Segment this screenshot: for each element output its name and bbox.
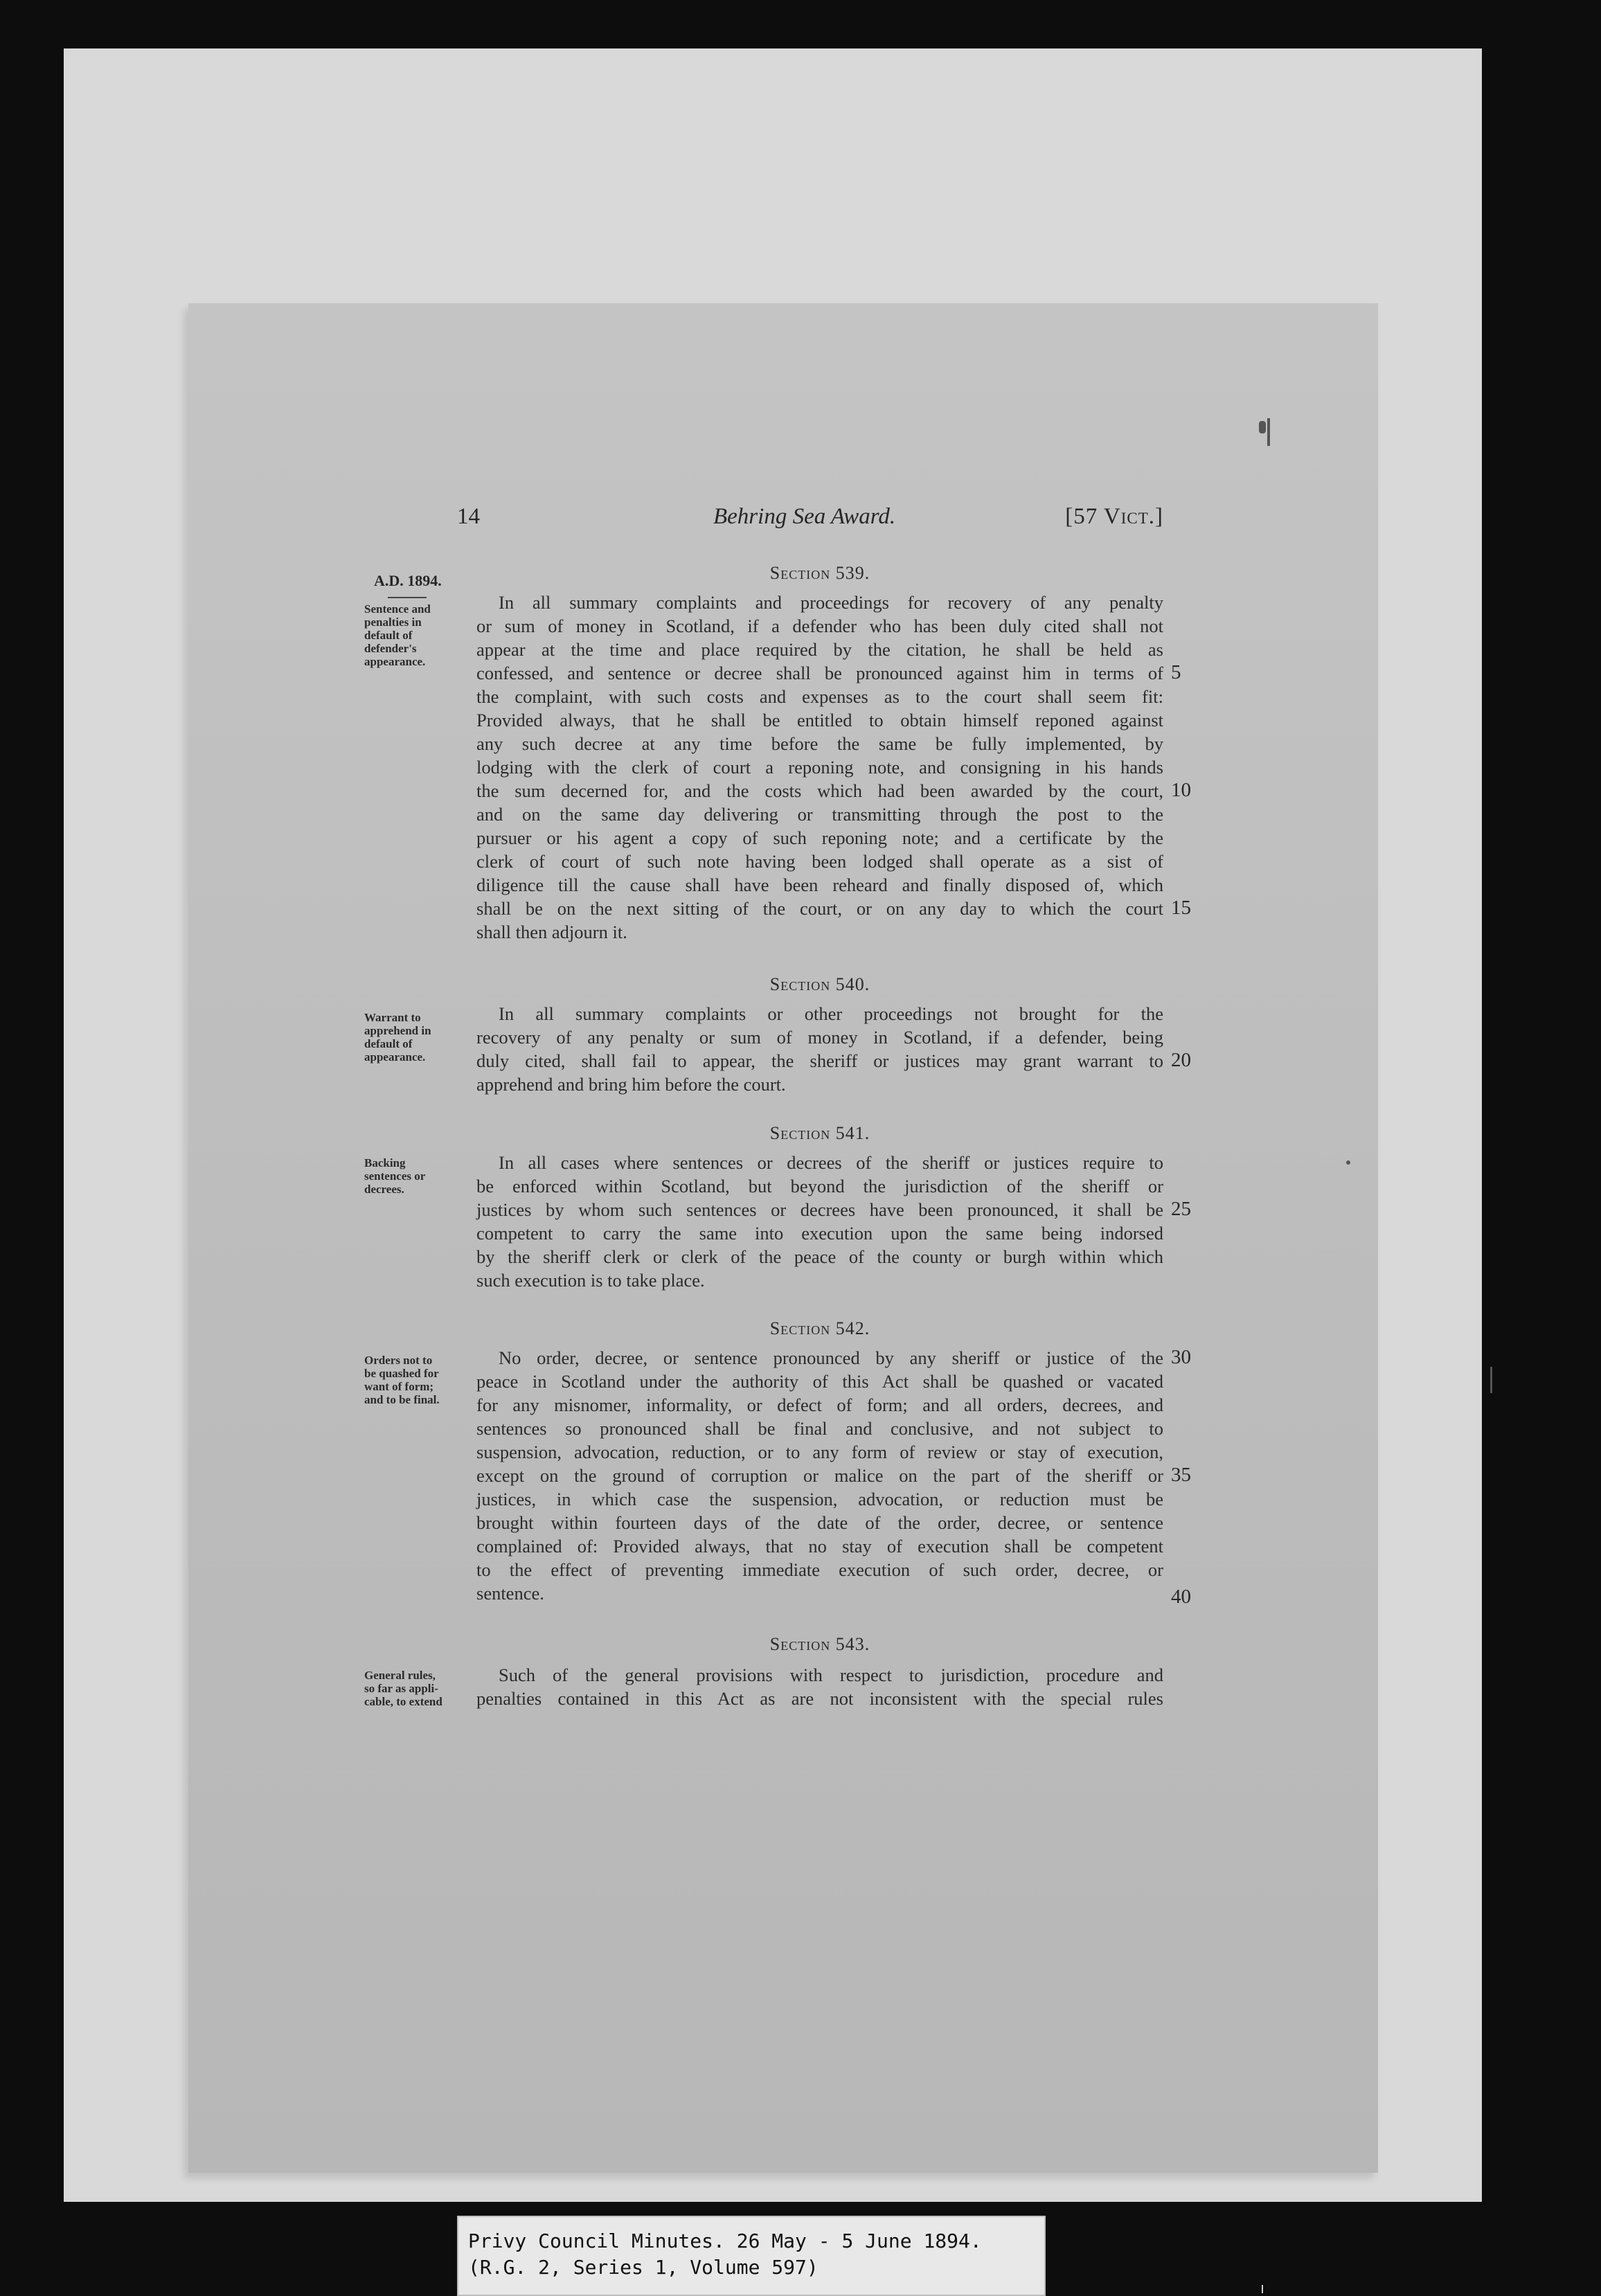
text-line: or sum of money in Scotland, if a defender who has been duly cited shall not bbox=[476, 616, 1163, 636]
page-header bbox=[270, 504, 1163, 539]
text-line: In all cases where sentences or decrees of the sheriff or justices require to bbox=[499, 1152, 1163, 1173]
text-line: sentence. bbox=[476, 1583, 544, 1604]
section-heading-543: Section 543. bbox=[769, 1634, 870, 1654]
text-line: No order, decree, or sentence pronounced by any sheriff or justice of the bbox=[499, 1347, 1163, 1368]
text-line: In all summary complaints or other proceedings not brought for the bbox=[499, 1003, 1163, 1024]
paper-blemish bbox=[1490, 1367, 1492, 1393]
text-line: duly cited, shall fail to appear, the sheriff or justices may grant warrant to bbox=[476, 1050, 1163, 1071]
margin-note-541: Backing sentences or decrees. bbox=[364, 1156, 426, 1196]
line-number: 40 bbox=[1171, 1586, 1191, 1608]
line-number: 20 bbox=[1171, 1049, 1191, 1071]
line-number: 25 bbox=[1171, 1198, 1191, 1220]
text-line: brought within fourteen days of the date of the order, decree, or sentence bbox=[476, 1512, 1163, 1533]
running-title: Behring Sea Award. bbox=[713, 504, 896, 529]
text-line: shall be on the next sitting of the court, or on any day to which the court bbox=[476, 898, 1163, 919]
text-line: shall then adjourn it. bbox=[476, 922, 627, 942]
card-edge bbox=[1262, 2285, 1263, 2293]
margin-rule bbox=[388, 597, 427, 598]
text-line: Such of the general provisions with respect to jurisdiction, procedure and bbox=[499, 1665, 1163, 1685]
text-line: any such decree at any time before the same be fully implemented, by bbox=[476, 733, 1163, 754]
archive-label-line-1: Privy Council Minutes. 26 May - 5 June 1894. bbox=[468, 2230, 982, 2252]
text-line: suspension, advocation, reduction, or to any form of review or stay of execution, bbox=[476, 1442, 1163, 1462]
section-heading-542: Section 542. bbox=[769, 1318, 870, 1338]
section-heading-540: Section 540. bbox=[769, 974, 870, 994]
text-line: by the sheriff clerk or clerk of the peace of the county or burgh within which bbox=[476, 1246, 1163, 1267]
line-number: 15 bbox=[1171, 897, 1191, 919]
margin-note-542: Orders not to be quashed for want of form; and to be final. bbox=[364, 1354, 440, 1406]
text-line: penalties contained in this Act as are not inconsistent with the special rules bbox=[476, 1688, 1163, 1709]
text-line: justices, in which case the suspension, advocation, or reduction must be bbox=[476, 1489, 1163, 1509]
text-line: confessed, and sentence or decree shall be pronounced against him in terms of bbox=[476, 663, 1163, 683]
text-line: lodging with the clerk of court a reponing note, and consigning in his hands bbox=[476, 757, 1163, 778]
line-number: 5 bbox=[1171, 661, 1181, 683]
text-line: recovery of any penalty or sum of money in Scotland, if a defender, being bbox=[476, 1027, 1163, 1048]
text-line: the complaint, with such costs and expenses as to the court shall seem fit: bbox=[476, 686, 1163, 707]
text-line: peace in Scotland under the authority of this Act shall be quashed or vacated bbox=[476, 1371, 1163, 1392]
text-line: clerk of court of such note having been lodged shall operate as a sist of bbox=[476, 851, 1163, 872]
text-line: pursuer or his agent a copy of such reponing note; and a certificate by the bbox=[476, 827, 1163, 848]
text-line: competent to carry the same into execution upon the same being indorsed bbox=[476, 1223, 1163, 1244]
regnal-year: [57 Vict.] bbox=[1065, 504, 1163, 529]
margin-year: A.D. 1894. bbox=[374, 572, 442, 589]
archive-label-line-2: (R.G. 2, Series 1, Volume 597) bbox=[468, 2256, 819, 2279]
section-heading-539: Section 539. bbox=[769, 563, 870, 583]
text-line: appear at the time and place required by the citation, he shall be held as bbox=[476, 639, 1163, 660]
section-heading-541: Section 541. bbox=[769, 1123, 870, 1143]
archive-label-card bbox=[457, 2216, 1046, 2296]
paper-blemish bbox=[1259, 421, 1266, 433]
text-line: to the effect of preventing immediate execution of such order, decree, or bbox=[476, 1559, 1163, 1580]
text-line: Provided always, that he shall be entitled to obtain himself reponed against bbox=[476, 710, 1163, 730]
text-line: apprehend and bring him before the court. bbox=[476, 1074, 786, 1095]
text-line: such execution is to take place. bbox=[476, 1270, 705, 1291]
margin-note-540: Warrant to apprehend in default of appearance. bbox=[364, 1011, 431, 1064]
paper-blemish bbox=[1267, 418, 1270, 446]
text-line: justices by whom such sentences or decrees have been pronounced, it shall be bbox=[476, 1199, 1163, 1220]
text-line: complained of: Provided always, that no stay of execution shall be competent bbox=[476, 1536, 1163, 1557]
page-number: 14 bbox=[457, 504, 480, 529]
line-number: 10 bbox=[1171, 779, 1191, 801]
margin-note-539: Sentence and penalties in default of defender's appearance. bbox=[364, 602, 431, 668]
text-line: In all summary complaints and proceedings for recovery of any penalty bbox=[499, 592, 1163, 613]
paper-blemish bbox=[1346, 1160, 1350, 1165]
text-line: except on the ground of corruption or malice on the part of the sheriff or bbox=[476, 1465, 1163, 1486]
margin-note-543: General rules, so far as appli- cable, to extend bbox=[364, 1669, 442, 1708]
text-line: be enforced within Scotland, but beyond the jurisdiction of the sheriff or bbox=[476, 1176, 1163, 1196]
text-line: and on the same day delivering or transmitting through the post to the bbox=[476, 804, 1163, 825]
line-number: 35 bbox=[1171, 1464, 1191, 1486]
text-line: diligence till the cause shall have been reheard and finally disposed of, which bbox=[476, 875, 1163, 895]
text-line: the sum decerned for, and the costs which had been awarded by the court, bbox=[476, 780, 1163, 801]
text-line: sentences so pronounced shall be final and conclusive, and not subject to bbox=[476, 1418, 1163, 1439]
line-number: 30 bbox=[1171, 1346, 1191, 1368]
text-line: for any misnomer, informality, or defect of form; and all orders, decrees, and bbox=[476, 1394, 1163, 1415]
